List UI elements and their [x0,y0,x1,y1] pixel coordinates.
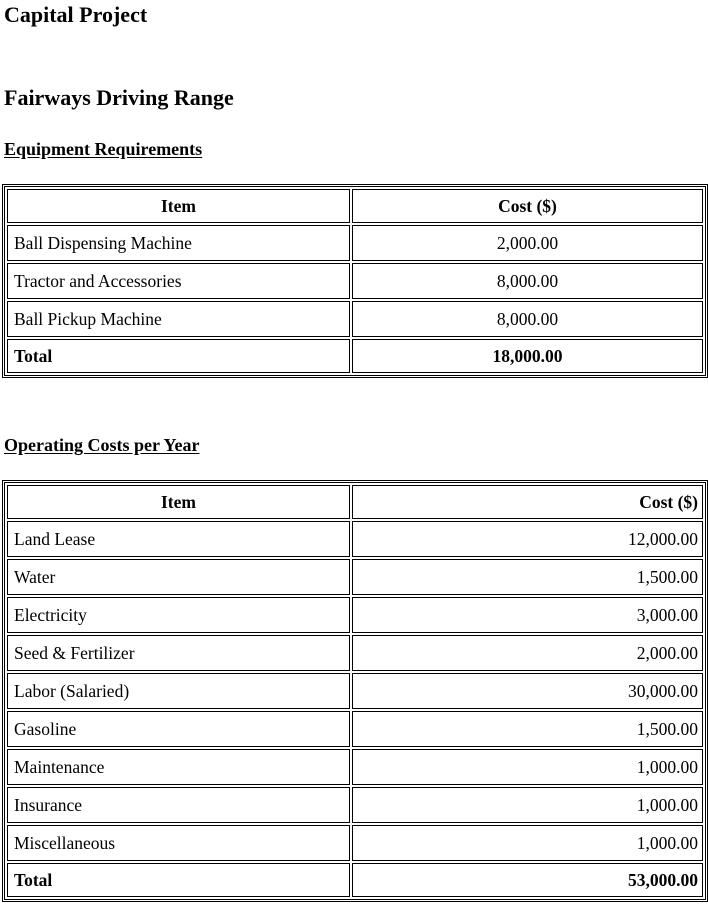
item-cell: Labor (Salaried) [7,673,350,709]
item-cell: Land Lease [7,521,350,557]
header-row [7,485,703,519]
document-title: Capital Project [4,2,148,27]
table-row [7,749,703,785]
table-row [7,635,703,671]
item-cell: Tractor and Accessories [7,263,350,299]
equipment-table [2,184,708,378]
header-row [7,189,703,223]
operating-costs-heading: Operating Costs per Year [4,435,200,455]
cost-cell: 1,000.00 [352,825,703,861]
table-row [7,673,703,709]
cost-cell: 8,000.00 [352,263,703,299]
cost-cell: 12,000.00 [352,521,703,557]
table-row [7,521,703,557]
table-row [7,787,703,823]
cost-cell: 8,000.00 [352,301,703,337]
total-label: Total [7,339,350,373]
total-row [7,863,703,897]
equipment-heading: Equipment Requirements [4,139,203,159]
cost-cell: 2,000.00 [352,225,703,261]
cost-cell: 30,000.00 [352,673,703,709]
table-row [7,559,703,595]
table-row [7,825,703,861]
table-row [7,225,703,261]
item-cell: Ball Pickup Machine [7,301,350,337]
table-row [7,263,703,299]
total-row [7,339,703,373]
cost-cell: 1,000.00 [352,787,703,823]
column-header-item: Item [7,189,350,223]
operating-costs-table [2,480,708,902]
column-header-cost: Cost ($) [352,485,703,519]
item-cell: Maintenance [7,749,350,785]
cost-cell: 2,000.00 [352,635,703,671]
item-cell: Ball Dispensing Machine [7,225,350,261]
item-cell: Seed & Fertilizer [7,635,350,671]
item-cell: Electricity [7,597,350,633]
total-label: Total [7,863,350,897]
item-cell: Miscellaneous [7,825,350,861]
cost-cell: 3,000.00 [352,597,703,633]
table-row [7,301,703,337]
cost-cell: 1,500.00 [352,711,703,747]
item-cell: Insurance [7,787,350,823]
cost-cell: 1,000.00 [352,749,703,785]
item-cell: Gasoline [7,711,350,747]
column-header-item: Item [7,485,350,519]
column-header-cost: Cost ($) [352,189,703,223]
table-row [7,711,703,747]
project-name: Fairways Driving Range [4,85,234,110]
table-row [7,597,703,633]
cost-cell: 1,500.00 [352,559,703,595]
total-cost: 18,000.00 [352,339,703,373]
total-cost: 53,000.00 [352,863,703,897]
item-cell: Water [7,559,350,595]
